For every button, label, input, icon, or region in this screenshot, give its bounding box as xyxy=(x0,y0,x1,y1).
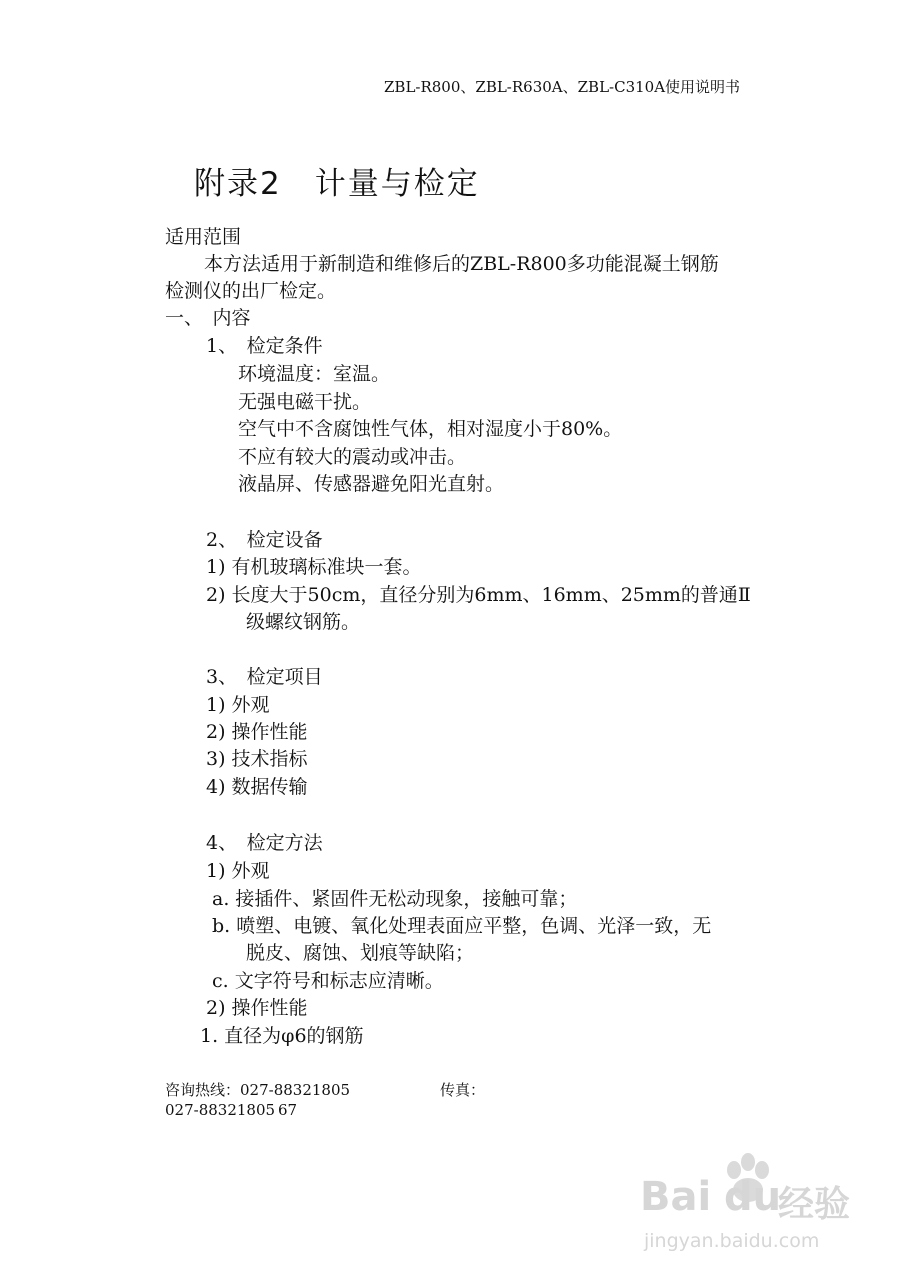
section-title: 附录2 计量与检定 xyxy=(194,166,480,202)
scope-text-line-1: 本方法适用于新制造和维修后的ZBL-R800多功能混凝土钢筋 xyxy=(204,253,719,275)
condition-item: 无强电磁干扰。 xyxy=(238,391,372,413)
watermark-brand-right: du xyxy=(724,1174,782,1220)
watermark-brand-cn: 经验 xyxy=(778,1184,851,1225)
method-item: c. 文字符号和标志应清晰。 xyxy=(212,970,444,992)
watermark-url: jingyan.baidu.com xyxy=(644,1230,820,1252)
method-item: a. 接插件、紧固件无松动现象，接触可靠； xyxy=(212,888,578,910)
equipment-item: 2) 长度大于50cm，直径分别为6mm、16mm、25mm的普通Ⅱ xyxy=(206,584,751,606)
inspection-item: 4) 数据传输 xyxy=(206,776,308,798)
scope-text-line-2: 检测仪的出厂检定。 xyxy=(165,280,337,302)
equipment-heading: 2、 检定设备 xyxy=(206,529,323,551)
methods-subheading: 2) 操作性能 xyxy=(206,997,308,1019)
method-item: b. 喷塑、电镀、氧化处理表面应平整，色调、光泽一致，无 xyxy=(212,915,712,937)
methods-subheading: 1) 外观 xyxy=(206,860,270,882)
footer-fax-label: 传真： xyxy=(440,1081,486,1099)
condition-item: 环境温度：室温。 xyxy=(238,363,391,385)
condition-item: 空气中不含腐蚀性气体，相对湿度小于80%。 xyxy=(238,418,623,440)
watermark-brand-left: Bai xyxy=(640,1174,712,1220)
section-1-heading: 一、 内容 xyxy=(165,307,251,329)
method-item-continued: 脱皮、腐蚀、划痕等缺陷； xyxy=(246,942,475,964)
page-number: 67 xyxy=(278,1101,298,1119)
condition-item: 不应有较大的震动或冲击。 xyxy=(238,446,467,468)
inspection-item: 1) 外观 xyxy=(206,694,270,716)
equipment-item: 1) 有机玻璃标准块一套。 xyxy=(206,556,422,578)
condition-item: 液晶屏、传感器避免阳光直射。 xyxy=(238,473,505,495)
method-numbered-item: 1. 直径为φ6的钢筋 xyxy=(200,1025,364,1047)
conditions-heading: 1、 检定条件 xyxy=(206,335,323,357)
footer-hotline: 咨询热线：027-88321805 xyxy=(165,1081,351,1099)
page-header: ZBL-R800、ZBL-R630A、ZBL-C310A使用说明书 xyxy=(384,78,741,96)
footer-fax-number: 027-88321805 xyxy=(165,1101,276,1119)
inspection-item: 2) 操作性能 xyxy=(206,721,308,743)
inspection-item: 3) 技术指标 xyxy=(206,748,308,770)
scope-heading: 适用范围 xyxy=(165,226,242,248)
baidu-watermark xyxy=(640,1150,880,1260)
items-heading: 3、 检定项目 xyxy=(206,666,323,688)
methods-heading: 4、 检定方法 xyxy=(206,832,323,854)
equipment-item-continued: 级螺纹钢筋。 xyxy=(246,611,361,633)
